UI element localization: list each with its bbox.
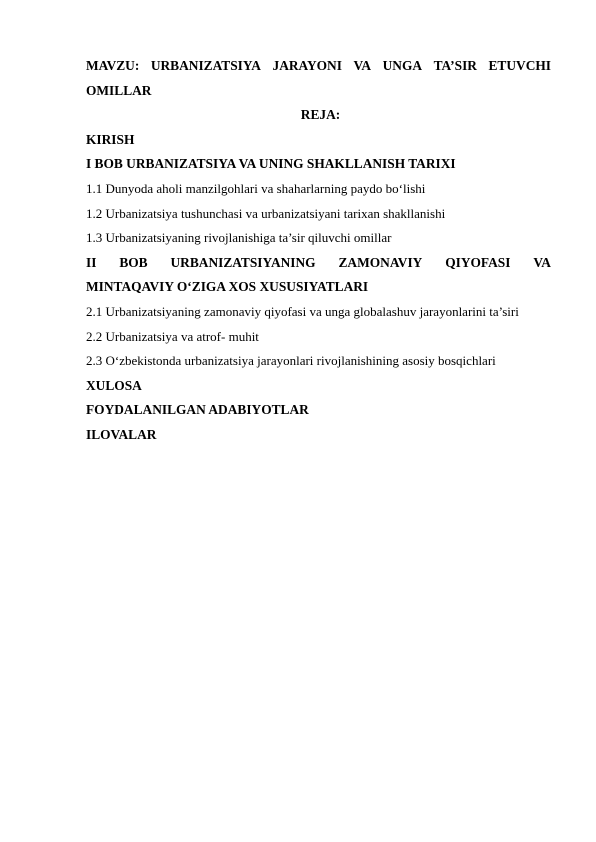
chapter-2-item: 2.1 Urbanizatsiyaning zamonaviy qiyofasi va unga globalashuv jarayonlarini ta’siri [86,303,519,319]
plan-heading: REJA: [300,107,341,123]
topic-title-line-2: OMILLAR [86,82,152,98]
chapter-1-item: 1.1 Dunyoda aholi manzilgohlari va shaharlarning paydo bo‘lishi [86,180,426,196]
heading-word: QIYOFASI [445,254,511,270]
heading-word: ZAMONAVIY [338,254,423,270]
references-heading: FOYDALANILGAN ADABIYOTLAR [86,402,309,418]
chapter-2-item: 2.3 O‘zbekistonda urbanizatsiya jarayonlari rivojlanishining asosiy bosqichlari [86,353,496,369]
document-page [86,54,551,448]
heading-word: VA [533,254,551,270]
title-word: ETUVCHI [488,58,551,73]
heading-word: BOB [119,254,148,270]
chapter-1-item: 1.3 Urbanizatsiyaning rivojlanishiga ta’sir qiluvchi omillar [86,230,392,246]
chapter-2-heading-line-2: MINTAQAVIY O‘ZIGA XOS XUSUSIYATLARI [86,279,369,295]
title-word: VA [353,58,372,73]
chapter-2-heading-line-1 [86,251,551,276]
chapter-1-heading: I BOB URBANIZATSIYA VA UNING SHAKLLANISH TARIXI [86,156,456,172]
heading-word: II [86,254,97,270]
conclusion-heading: XULOSA [86,377,142,393]
title-word: URBANIZATSIYA [150,58,261,73]
chapter-2-item: 2.2 Urbanizatsiya va atrof- muhit [86,328,259,344]
title-word: JARAYONI [272,58,342,73]
intro-heading: KIRISH [86,131,135,147]
title-word: TA’SIR [433,58,477,73]
title-word: MAVZU: [86,58,140,73]
heading-word: URBANIZATSIYANING [170,254,316,270]
title-word: UNGA [382,58,423,73]
topic-title-line-1 [86,54,551,79]
chapter-1-item: 1.2 Urbanizatsiya tushunchasi va urbanizatsiyani tarixan shakllanishi [86,205,446,221]
appendices-heading: ILOVALAR [86,426,157,442]
